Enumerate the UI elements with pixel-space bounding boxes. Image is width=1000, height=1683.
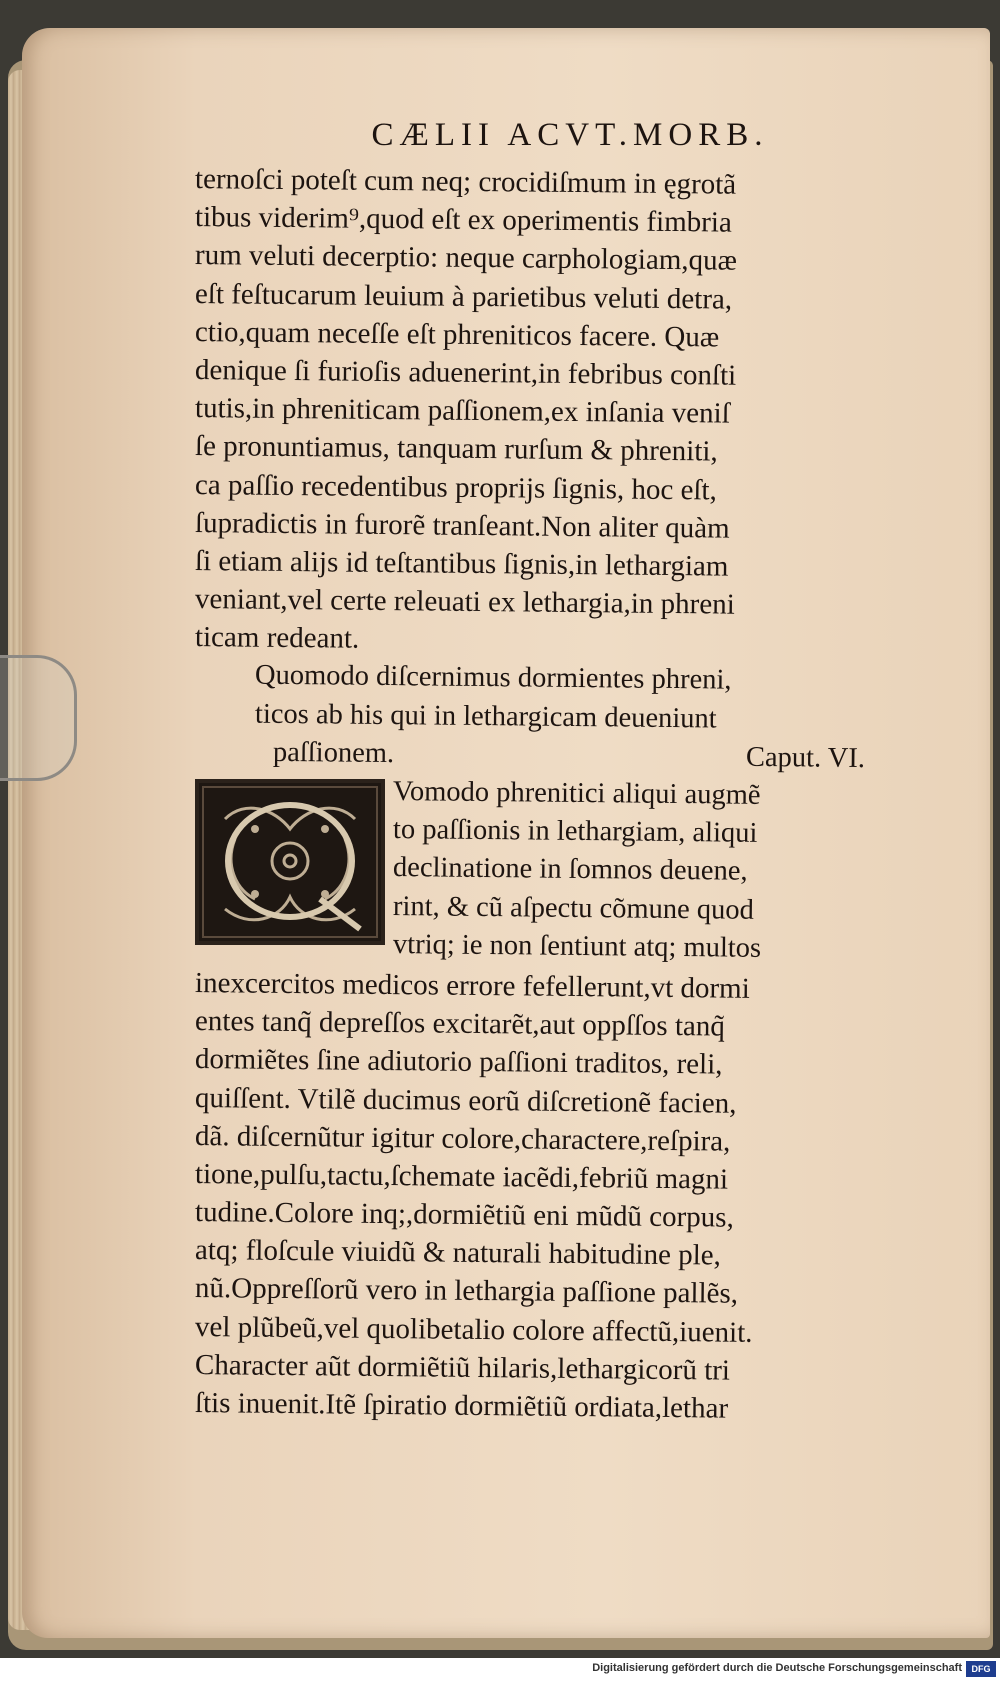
heading-line: Quomodo diſcernimus dormientes phreni,	[254, 660, 732, 697]
text-line: ca paſſio recedentibus proprijs ſignis, hoc eſt,	[194, 468, 717, 506]
text-line: ternoſci poteſt cum neq; crocidiſmum in ęgrotã	[194, 163, 737, 201]
heading-line: ticos ab his qui in lethargicam deueniunt	[254, 698, 717, 735]
initial-adjacent-lines	[385, 773, 761, 964]
text-line: denique ſi furioſis aduenerint,in febribus conſti	[194, 353, 737, 392]
text-line: tione,pulſu,tactu,ſchemate iacẽdi,febriũ magni	[194, 1157, 729, 1196]
text-line: eſt feſtucarum leuium à parietibus veluti detra,	[194, 277, 733, 316]
page-clip	[0, 655, 77, 781]
text-line: ſe pronuntiamus, tanquam rurſum & phreniti,	[194, 430, 718, 468]
text-line: vtriq; ie non ſentiunt atq; multos	[392, 928, 762, 964]
text-line: entes tanq̃ depreſſos excitarẽt,aut oppſſos tanq̃	[194, 1005, 726, 1043]
funding-credit: Digitalisierung gefördert durch die Deutsche Forschungsgemeinschaft	[592, 1662, 962, 1674]
paragraph-1	[195, 160, 875, 656]
text-line: to paſſionis in lethargiam, aliqui	[392, 814, 758, 850]
decorated-initial-block	[195, 773, 875, 964]
text-line: Character aũt dormiẽtiũ hilaris,lethargicorũ tri	[194, 1348, 731, 1387]
text-line: tutis,in phreniticam paſſionem,ex inſania veniſ	[194, 392, 730, 430]
dfg-logo: DFG	[966, 1661, 996, 1677]
text-line: rint, & cũ aſpectu cõmune quod	[392, 890, 755, 926]
footer-bar	[0, 1658, 1000, 1683]
text-line: ſupradictis in furorẽ tranſeant.Non aliter quàm	[194, 506, 730, 545]
text-line: vel plũbeũ,vel quolibetalio colore affectũ,iuenit.	[194, 1310, 753, 1349]
text-line: inexcercitos medicos errore fefellerunt,vt dormi	[194, 966, 750, 1005]
text-line: ticam redeant.	[194, 621, 360, 655]
page-text	[194, 110, 875, 1425]
text-line: quiſſent. Vtilẽ ducimus eorũ diſcretionẽ facien,	[194, 1081, 737, 1120]
running-head: CÆLII ACVT.MORB.	[371, 117, 769, 153]
text-line: dã. diſcernũtur igitur colore,charactere,reſpira,	[194, 1119, 731, 1158]
text-line: tudine.Colore inq;,dormiẽtiũ eni mũdũ corpus,	[194, 1196, 734, 1234]
text-line: ctio,quam neceſſe eſt phreniticos facere. Quæ	[194, 315, 720, 354]
ornamental-initial-q-icon	[195, 779, 385, 945]
text-line: declinatione in ſomnos deuene,	[392, 852, 748, 888]
chapter-heading	[195, 656, 875, 774]
text-line: nũ.Oppreſſorũ vero in lethargia paſſione pallẽs,	[194, 1272, 739, 1311]
text-line: ſtis inuenit.Itẽ ſpiratio dormiẽtiũ ordiata,lethar	[194, 1387, 729, 1425]
text-line: dormiẽtes ſine adiutorio paſſioni traditos, reli,	[194, 1043, 723, 1081]
text-line: tibus viderim⁹,quod eſt ex operimentis fimbria	[194, 201, 732, 239]
text-line: veniant,vel certe releuati ex lethargia,in phreni	[194, 583, 735, 621]
heading-line: paſſionem.	[272, 736, 395, 769]
heading-last-line	[195, 733, 875, 778]
text-line: atq; floſcule viuidũ & naturali habitudine ple,	[194, 1234, 722, 1272]
text-line: Vomodo phrenitici aliqui augmẽ	[392, 776, 761, 811]
text-line: rum veluti decerptio: neque carphologiam,quæ	[194, 239, 738, 278]
paragraph-2	[194, 964, 875, 1425]
text-line: ſi etiam alijs id teſtantibus ſignis,in lethargiam	[194, 544, 729, 583]
chapter-number: Caput. VI.	[745, 741, 866, 774]
